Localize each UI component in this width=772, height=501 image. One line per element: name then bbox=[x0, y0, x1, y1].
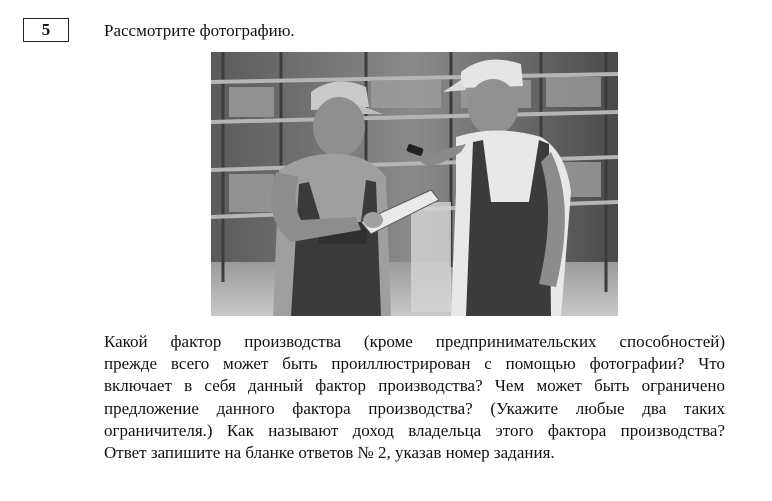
workers-warehouse-photo bbox=[211, 52, 618, 316]
task-prompt: Рассмотрите фотографию. bbox=[104, 21, 295, 40]
question-line: Какой фактор производства (кроме предпринимательских способностей) bbox=[104, 332, 725, 351]
question-line: прежде всего может быть проиллюстрирован с помощью фотографии? Что bbox=[104, 354, 725, 374]
question-line: Ответ запишите на бланке ответов № 2, указав номер задания. bbox=[104, 443, 555, 463]
question-line: включает в себя данный фактор производства? Чем может быть ограничено bbox=[104, 376, 725, 396]
question-text bbox=[104, 331, 725, 464]
question-line: ограничителя.) Как называют доход владельца этого фактора производства? bbox=[104, 420, 725, 440]
task-number: 5 bbox=[41, 20, 51, 39]
question-line: предложение данного фактора производства? (Укажите любые два таких bbox=[104, 398, 725, 418]
task-number-box bbox=[23, 18, 69, 42]
